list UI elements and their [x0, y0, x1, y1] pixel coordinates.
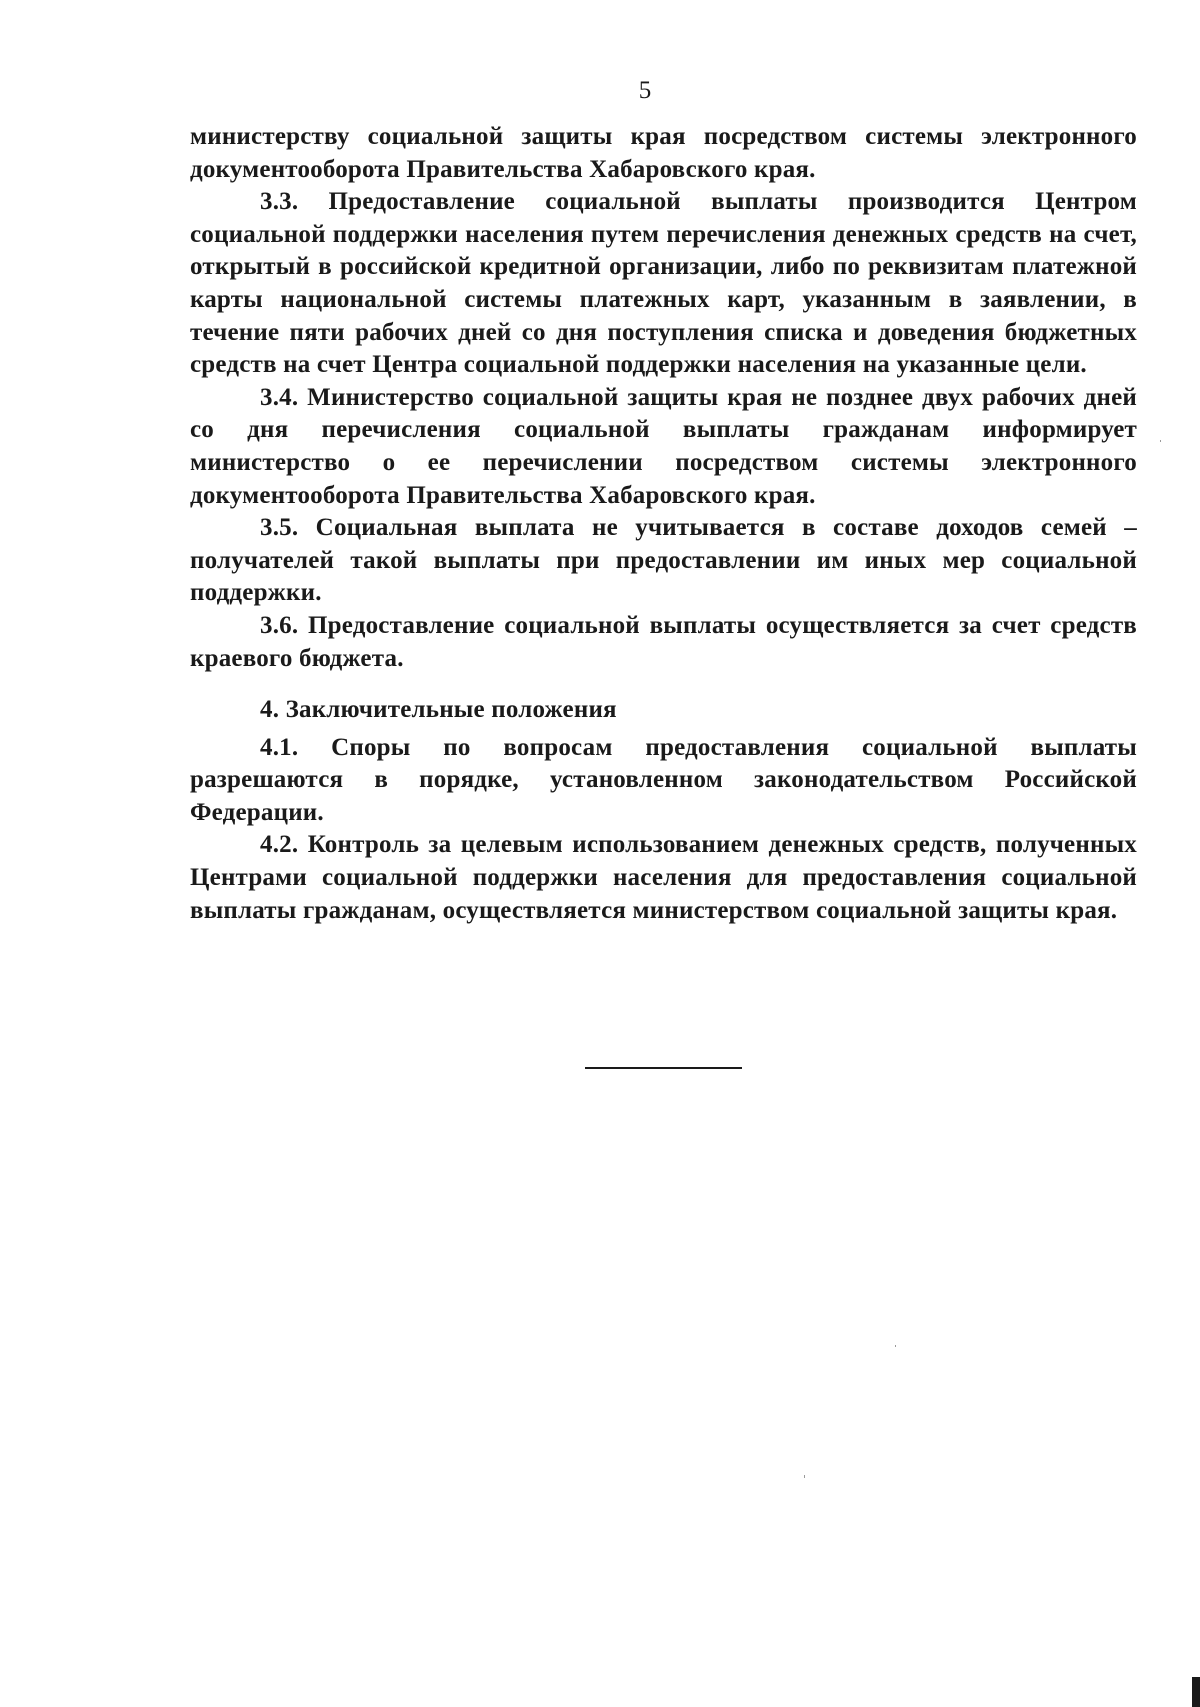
scan-speck — [804, 1475, 805, 1478]
paragraph-4-2: 4.2. Контроль за целевым использованием денежных средств, полученных Центрами социальной поддержки населения для предоставления социальной выплаты гражданам, осуществляется министерством социальной защиты края. — [190, 831, 1137, 924]
paragraph-4-1: 4.1. Споры по вопросам предоставления социальной выплаты разрешаются в порядке, установленном законодательством Российской Федерации. — [190, 733, 1137, 826]
document-body — [190, 121, 1137, 927]
paragraph-3-3: 3.3. Предоставление социальной выплаты производится Центром социальной поддержки населения путем перечисления денежных средств на счет, открытый в российской кредитной организации, либо по реквизитам платежной карты национальной системы платежных карт, указанным в заявлении, в течение пяти рабочих дней со дня поступления списка и доведения бюджетных средств на счет Центра социальной поддержки населения на указанные цели. — [190, 188, 1137, 379]
paragraph-3-6: 3.6. Предоставление социальной выплаты осуществляется за счет средств краевого бюджета. — [190, 611, 1137, 672]
end-of-document-rule — [585, 1067, 742, 1069]
scan-speck — [1160, 440, 1161, 442]
paragraph-3-5: 3.5. Социальная выплата не учитывается в составе доходов семей – получателей такой выплаты при предоставлении им иных мер социальной поддержки. — [190, 514, 1137, 607]
paragraph-continuation: министерству социальной защиты края посредством системы электронного документооборота Правительства Хабаровского края. — [190, 123, 1137, 183]
scan-speck — [895, 1345, 896, 1347]
page-number: 5 — [638, 77, 652, 104]
paragraph-3-4: 3.4. Министерство социальной защиты края не позднее двух рабочих дней со дня перечисления социальной выплаты гражданам информирует министерство о ее перечислении посредством системы электронного документооборота Правительства Хабаровского края. — [190, 383, 1137, 509]
section-heading: 4. Заключительные положения — [260, 696, 617, 724]
scan-edge-mark — [1192, 1677, 1200, 1707]
